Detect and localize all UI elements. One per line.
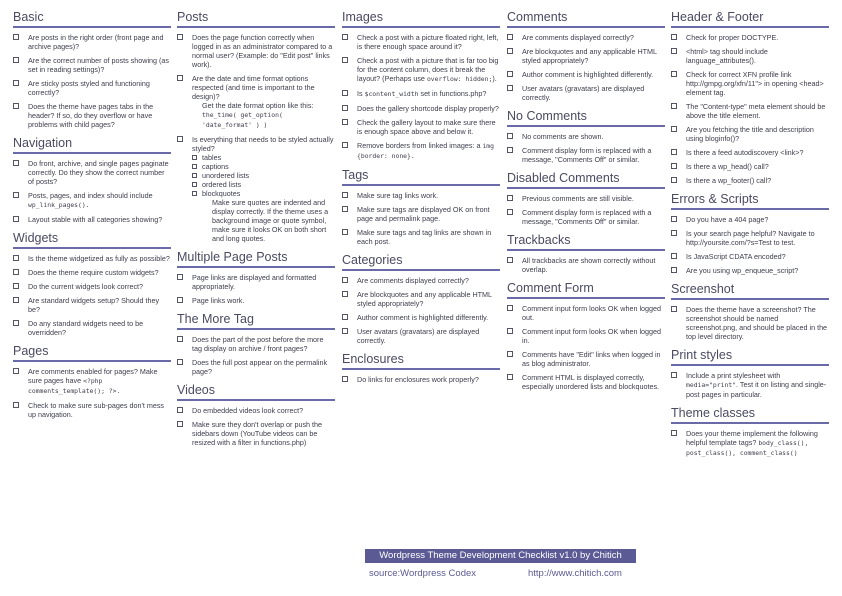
checklist-item[interactable]: Check the gallery layout to make sure there is enough space above and below it. [342, 118, 500, 136]
checklist-item[interactable]: Does the theme require custom widgets? [13, 268, 171, 277]
checklist-item[interactable]: Does the part of the post before the more tag display on archive / front pages? [177, 335, 335, 353]
section-comment-form [507, 279, 665, 391]
section-heading: Videos [177, 381, 335, 401]
checklist-item[interactable]: Does your theme implement the following helpful template tags? body_class(), post_class(), comment_class() [671, 429, 829, 458]
checkbox[interactable] [13, 80, 19, 86]
checklist-item[interactable]: Are you using wp_enqueue_script? [671, 266, 829, 275]
section-trackbacks [507, 231, 665, 274]
checkbox[interactable] [13, 255, 19, 261]
section-heading: Comments [507, 8, 665, 28]
section-heading: Images [342, 8, 500, 28]
checklist-item[interactable]: Do embedded videos look correct? [177, 406, 335, 415]
note: Make sure quotes are indented and display correctly. If the theme uses a background image or quote symbol, make sure it looks OK on both short and long quotes. [212, 198, 329, 243]
section-heading: Enclosures [342, 350, 500, 370]
sub-item[interactable]: captions [192, 162, 335, 171]
checklist-item[interactable]: Comment display form is replaced with a message, "Comments Off" or similar. [507, 208, 665, 226]
checklist-item[interactable]: Check for proper DOCTYPE. [671, 33, 829, 42]
section-more-tag [177, 310, 335, 376]
checklist-item[interactable]: User avatars (gravatars) are displayed correctly. [342, 327, 500, 345]
checkbox[interactable] [13, 368, 19, 374]
checklist-item[interactable]: Do any standard widgets need to be overridden? [13, 319, 171, 337]
checklist-item[interactable]: Comment input form looks OK when logged out. [507, 304, 665, 322]
checklist-item[interactable]: Does the gallery shortcode display properly? [342, 104, 500, 113]
checkbox[interactable] [13, 297, 19, 303]
section-posts [177, 8, 335, 243]
checkbox[interactable] [13, 34, 19, 40]
sub-item[interactable]: unordered lists [192, 171, 335, 180]
checklist-item[interactable]: Page links work. [177, 296, 335, 305]
checkbox[interactable] [13, 57, 19, 63]
checklist-item[interactable]: Page links are displayed and formatted appropriately. [177, 273, 335, 291]
checklist-item[interactable]: Are blockquotes and any applicable HTML styled appropriately? [507, 47, 665, 65]
checkbox[interactable] [342, 291, 348, 297]
checklist-item[interactable]: No comments are shown. [507, 132, 665, 141]
checkbox[interactable] [13, 192, 19, 198]
checklist-item[interactable]: Posts, pages, and index should include wp_link_pages(). [13, 191, 171, 210]
checkbox[interactable] [13, 269, 19, 275]
checkbox[interactable] [192, 155, 197, 160]
checkbox[interactable] [671, 267, 677, 273]
checklist-item[interactable]: The "Content-type" meta element should be above the title element. [671, 102, 829, 120]
checklist-item[interactable]: Check a post with a picture that is far too big for the content column, does it break the layout? (Perhaps use overflow: hidden;). [342, 56, 500, 84]
checklist-item[interactable]: Comment HTML is displayed correctly, especially unordered lists and blockquotes. [507, 373, 665, 391]
section-disabled-comments [507, 169, 665, 226]
checklist-item[interactable]: Are comments enabled for pages? Make sure pages have <?php comments_template(); ?>. [13, 367, 171, 396]
section-heading: Theme classes [671, 404, 829, 424]
checkbox[interactable] [342, 90, 348, 96]
checklist-item[interactable]: Do links for enclosures work properly? [342, 375, 500, 384]
checklist-item[interactable]: Are sticky posts styled and functioning correctly? [13, 79, 171, 97]
checklist-item[interactable]: Are posts in the right order (front page and archive pages)? [13, 33, 171, 51]
checklist-item[interactable]: Previous comments are still visible. [507, 194, 665, 203]
checklist-item[interactable]: Are comments displayed correctly? [342, 276, 500, 285]
section-heading: Comment Form [507, 279, 665, 299]
checkbox[interactable] [177, 274, 183, 280]
checkbox[interactable] [177, 359, 183, 365]
checklist-item[interactable]: Does the theme have pages tabs in the header? If so, do they overflow or have problems with child pages? [13, 102, 171, 129]
checklist-item[interactable]: Make sure they don't overlap or push the sidebars down (YouTube videos can be resized with a filter in functions.php) [177, 420, 335, 447]
checkbox[interactable] [507, 48, 513, 54]
section-heading: Print styles [671, 346, 829, 366]
section-header-footer [671, 8, 829, 185]
checkbox[interactable] [342, 376, 348, 382]
checklist-item[interactable]: Is everything that needs to be styled actually styled? tables captions unordered lists ordered lists blockquotes Make sure quotes are indented and display correctly. If the theme uses a background image or quote symbol, make sure it looks OK on both short and long quotes. [177, 135, 335, 243]
column-4 [507, 8, 665, 396]
checklist-item[interactable]: Include a print stylesheet with media="print". Test it on listing and single-post pages in particular. [671, 371, 829, 399]
checklist-item[interactable]: Make sure tags are displayed OK on front page and permalink page. [342, 205, 500, 223]
section-heading: Errors & Scripts [671, 190, 829, 210]
checklist-item[interactable]: Are blockquotes and any applicable HTML styled appropriately? [342, 290, 500, 308]
checkbox[interactable] [342, 34, 348, 40]
checkbox[interactable] [13, 320, 19, 326]
column-1 [13, 8, 171, 424]
checkbox[interactable] [177, 336, 183, 342]
checklist-item[interactable]: Check for correct XFN profile link http://gmpg.org/xfn/11"> in opening <head> element tag. [671, 70, 829, 97]
section-pages [13, 342, 171, 419]
checkbox[interactable] [13, 283, 19, 289]
checkbox[interactable] [671, 48, 677, 54]
section-heading: Screenshot [671, 280, 829, 300]
section-enclosures [342, 350, 500, 384]
checkbox[interactable] [192, 173, 197, 178]
checkbox[interactable] [671, 372, 677, 378]
checkbox[interactable] [13, 216, 19, 222]
section-widgets [13, 229, 171, 337]
checklist-item[interactable]: Is your search page helpful? Navigate to http://yoursite.com/?s=Test to test. [671, 229, 829, 247]
checklist-item[interactable]: All trackbacks are shown correctly without overlap. [507, 256, 665, 274]
checkbox[interactable] [507, 351, 513, 357]
footer-source: source:Wordpress Codex [369, 568, 477, 579]
sub-item[interactable]: ordered lists [192, 180, 335, 189]
checklist-item[interactable]: Does the page function correctly when logged in as an administrator compared to a normal user? (Example: do "Edit post" links work). [177, 33, 335, 69]
section-print-styles [671, 346, 829, 399]
checkbox[interactable] [507, 195, 513, 201]
checkbox[interactable] [342, 229, 348, 235]
checklist-item[interactable]: Do the current widgets look correct? [13, 282, 171, 291]
checkbox[interactable] [342, 277, 348, 283]
checkbox[interactable] [671, 163, 677, 169]
section-tags [342, 166, 500, 246]
section-heading: Posts [177, 8, 335, 28]
checklist-item[interactable]: Make sure tags and tag links are shown in each post. [342, 228, 500, 246]
checklist-item[interactable]: User avatars (gravatars) are displayed correctly. [507, 84, 665, 102]
checkbox[interactable] [342, 57, 348, 63]
section-errors-scripts [671, 190, 829, 275]
checklist-item[interactable]: Is JavaScript CDATA encoded? [671, 252, 829, 261]
section-categories [342, 251, 500, 345]
section-heading: Basic [13, 8, 171, 28]
checkbox[interactable] [671, 177, 677, 183]
section-multiple-page-posts [177, 248, 335, 305]
sub-item[interactable]: tables [192, 153, 335, 162]
section-heading: The More Tag [177, 310, 335, 330]
checklist-item[interactable]: Does the theme have a screenshot? The screenshot should be named screenshot.png, and should be placed in the top level directory. [671, 305, 829, 341]
checklist-item[interactable]: Check to make sure sub-pages don't mess up navigation. [13, 401, 171, 419]
section-heading: Trackbacks [507, 231, 665, 251]
section-heading: Navigation [13, 134, 171, 154]
checklist-item[interactable]: Are the date and time format options respected (and time is important to the design)? Get the date format option like this: the_time( get_option( 'date_format' ) ) [177, 74, 335, 130]
checkbox[interactable] [671, 149, 677, 155]
column-5 [671, 8, 829, 463]
checkbox[interactable] [507, 257, 513, 263]
checkbox[interactable] [671, 253, 677, 259]
checkbox[interactable] [192, 164, 197, 169]
checkbox[interactable] [342, 328, 348, 334]
column-2 [177, 8, 335, 452]
checklist-item[interactable]: Are you fetching the title and description using bloginfo()? [671, 125, 829, 143]
footer-title-bar: Wordpress Theme Development Checklist v1.0 by Chitich [365, 549, 636, 563]
section-theme-classes [671, 404, 829, 458]
checkbox[interactable] [177, 407, 183, 413]
checkbox[interactable] [342, 314, 348, 320]
section-heading: Disabled Comments [507, 169, 665, 189]
sub-item[interactable]: blockquotes [192, 189, 335, 198]
checkbox[interactable] [507, 147, 513, 153]
checklist-item[interactable]: Are comments displayed correctly? [507, 33, 665, 42]
checkbox[interactable] [342, 142, 348, 148]
checklist-item[interactable]: Remove borders from linked images: a img {border: none}. [342, 141, 500, 161]
section-navigation [13, 134, 171, 224]
checkbox[interactable] [342, 192, 348, 198]
checkbox[interactable] [671, 430, 677, 436]
checklist-item[interactable]: Comment input form looks OK when logged in. [507, 327, 665, 345]
checkbox[interactable] [342, 119, 348, 125]
checklist-item[interactable]: Is the theme widgetized as fully as possible? [13, 254, 171, 263]
section-heading: Widgets [13, 229, 171, 249]
checkbox[interactable] [13, 402, 19, 408]
section-heading: Categories [342, 251, 500, 271]
checklist-item[interactable]: Do front, archive, and single pages paginate correctly. Do they show the correct number of posts? [13, 159, 171, 186]
section-basic [13, 8, 171, 129]
checkbox[interactable] [671, 103, 677, 109]
checklist-item[interactable]: Are standard widgets setup? Should they be? [13, 296, 171, 314]
checkbox[interactable] [671, 306, 677, 312]
checkbox[interactable] [177, 34, 183, 40]
checklist-item[interactable]: Is there a wp_head() call? [671, 162, 829, 171]
checkbox[interactable] [177, 136, 183, 142]
checkbox[interactable] [177, 297, 183, 303]
section-heading: Tags [342, 166, 500, 186]
checkbox[interactable] [342, 206, 348, 212]
checkbox[interactable] [342, 105, 348, 111]
checkbox[interactable] [177, 75, 183, 81]
checklist-item[interactable]: Is there a feed autodiscovery <link>? [671, 148, 829, 157]
section-heading: Header & Footer [671, 8, 829, 28]
checklist-item[interactable]: Is $content_width set in functions.php? [342, 89, 500, 99]
checkbox[interactable] [13, 160, 19, 166]
section-videos [177, 381, 335, 447]
checkbox[interactable] [671, 126, 677, 132]
section-images [342, 8, 500, 161]
section-no-comments [507, 107, 665, 164]
checkbox[interactable] [507, 209, 513, 215]
note: Get the date format option like this: the_time( get_option( 'date_format' ) ) [202, 101, 314, 129]
checkbox[interactable] [177, 421, 183, 427]
checkbox[interactable] [507, 328, 513, 334]
checklist-item[interactable]: Is there a wp_footer() call? [671, 176, 829, 185]
checkbox[interactable] [507, 85, 513, 91]
checklist-item[interactable]: Author comment is highlighted differently. [507, 70, 665, 79]
section-heading: No Comments [507, 107, 665, 127]
checkbox[interactable] [507, 34, 513, 40]
checkbox[interactable] [507, 71, 513, 77]
checkbox[interactable] [192, 191, 197, 196]
checkbox[interactable] [671, 216, 677, 222]
checkbox[interactable] [671, 34, 677, 40]
section-screenshot [671, 280, 829, 341]
checklist-item[interactable]: Author comment is highlighted differently. [342, 313, 500, 322]
checkbox[interactable] [671, 71, 677, 77]
checklist-item[interactable]: <html> tag should include language_attributes(). [671, 47, 829, 65]
checklist-item[interactable]: Layout stable with all categories showing? [13, 215, 171, 224]
checkbox[interactable] [13, 103, 19, 109]
checklist-item[interactable]: Check a post with a picture floated right, left, is there enough space around it? [342, 33, 500, 51]
checklist-item[interactable]: Comments have "Edit" links when logged in as blog administrator. [507, 350, 665, 368]
checkbox[interactable] [192, 182, 197, 187]
checkbox[interactable] [507, 305, 513, 311]
checklist-item[interactable]: Comment display form is replaced with a message, "Comments Off" or similar. [507, 146, 665, 164]
section-heading: Pages [13, 342, 171, 362]
checkbox[interactable] [507, 133, 513, 139]
section-heading: Multiple Page Posts [177, 248, 335, 268]
section-comments [507, 8, 665, 102]
checklist-item[interactable]: Does the full post appear on the permalink page? [177, 358, 335, 376]
checkbox[interactable] [671, 230, 677, 236]
checklist-item[interactable]: Make sure tag links work. [342, 191, 500, 200]
checkbox[interactable] [507, 374, 513, 380]
footer-url-link[interactable]: http://www.chitich.com [528, 568, 622, 579]
column-3 [342, 8, 500, 389]
checklist-item[interactable]: Do you have a 404 page? [671, 215, 829, 224]
checklist-item[interactable]: Are the correct number of posts showing (as set in reading settings)? [13, 56, 171, 74]
